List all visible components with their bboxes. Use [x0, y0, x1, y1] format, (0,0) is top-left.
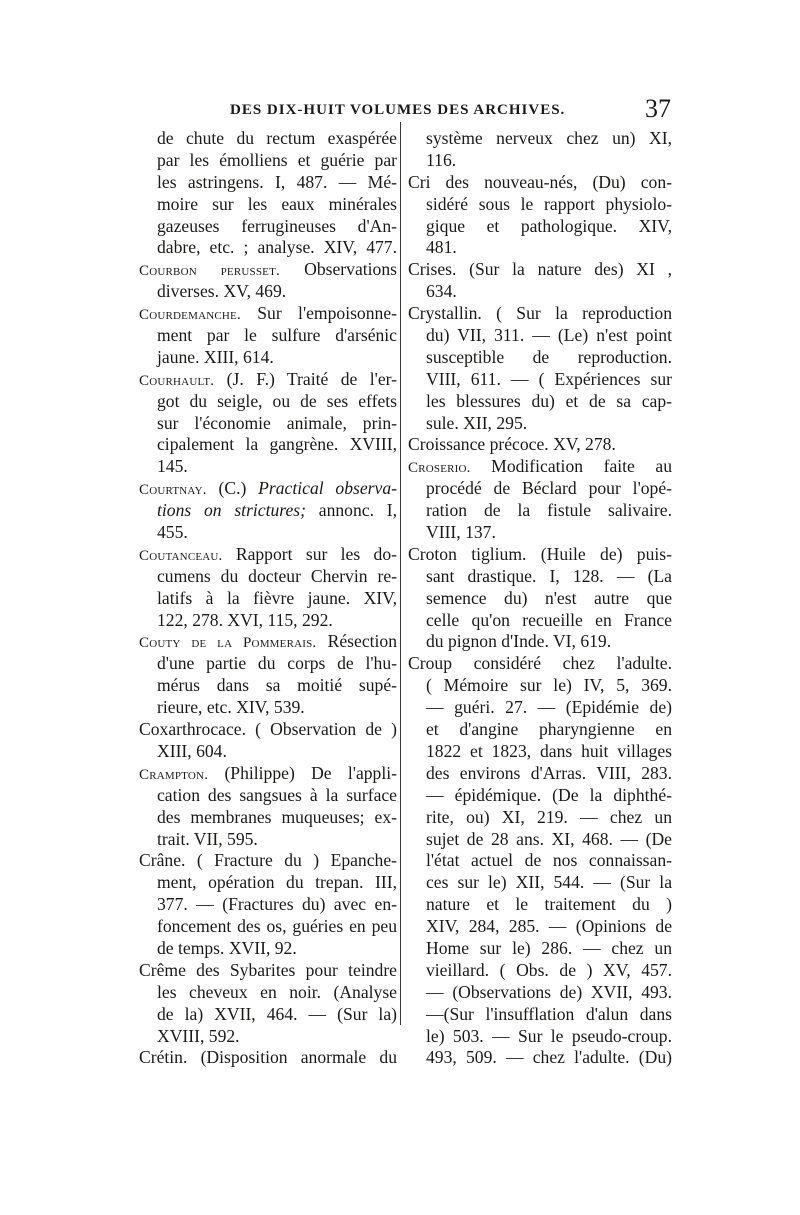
index-line	[139, 544, 397, 566]
index-line	[408, 522, 672, 544]
index-text: ment, opération du trepan. III,	[157, 872, 397, 893]
index-text: Crâne. ( Fracture du ) Epanche-	[139, 850, 397, 871]
index-heading-name: Croserio.	[408, 460, 471, 477]
index-line	[139, 522, 397, 544]
index-text: par les émolliens et guérie par	[157, 149, 397, 170]
column-divider	[400, 122, 401, 1025]
index-heading-name: Courhault.	[139, 372, 215, 389]
index-text: celle qu'on recueille en France	[426, 609, 672, 630]
index-line	[139, 850, 397, 872]
index-text: (J. F.) Traité de l'er-	[214, 368, 397, 389]
index-text: Crétin. (Disposition anormale du	[139, 1047, 397, 1068]
index-line	[139, 1026, 397, 1048]
index-line	[408, 259, 672, 281]
index-line	[139, 631, 397, 653]
index-text: d'une partie du corps de l'hu-	[157, 653, 397, 674]
index-text: 377. — (Fractures du) avec en-	[157, 894, 397, 915]
index-text: Modification faite au	[470, 456, 672, 477]
index-line	[139, 741, 397, 763]
index-text: XVIII, 592.	[157, 1025, 240, 1046]
index-line	[139, 610, 397, 632]
index-line	[139, 1047, 397, 1069]
index-line	[139, 829, 397, 851]
index-text: Observations	[279, 259, 397, 280]
index-text: et d'angine pharyngienne en	[426, 719, 672, 740]
index-line	[139, 982, 397, 1004]
index-text: foncement des os, guéries en peu	[157, 916, 397, 937]
index-text: du) VII, 311. — (Le) n'est point	[426, 325, 672, 346]
index-line	[139, 719, 397, 741]
index-line	[408, 172, 672, 194]
index-line	[408, 938, 672, 960]
index-text: Crises. (Sur la nature des) XI ,	[408, 259, 672, 280]
index-text: — guéri. 27. — (Epidémie de)	[426, 697, 672, 718]
index-text: cation des sangsues à la surface	[157, 784, 397, 805]
index-text: trait. VII, 595.	[157, 828, 258, 849]
index-line	[408, 631, 672, 653]
index-line	[139, 807, 397, 829]
index-heading-name: Couty de la Pommerais.	[139, 635, 317, 652]
index-text: ces sur le) XII, 544. — (Sur la	[426, 872, 672, 893]
index-text: sur l'économie animale, prin-	[157, 412, 397, 433]
index-line	[139, 588, 397, 610]
index-line	[408, 982, 672, 1004]
index-text: ( Mémoire sur le) IV, 5, 369.	[426, 675, 672, 696]
index-line	[408, 434, 672, 456]
index-text: Croissance précoce. XV, 278.	[408, 434, 616, 455]
index-line	[408, 588, 672, 610]
index-text: les astringens. I, 487. — Mé-	[157, 171, 397, 192]
index-text: — (Observations de) XVII, 493.	[426, 981, 672, 1002]
index-text: Sur l'empoisonne-	[240, 303, 397, 324]
index-line	[139, 325, 397, 347]
index-line	[139, 413, 397, 435]
index-text: sujet de 28 ans. XI, 468. — (De	[426, 828, 672, 849]
index-line	[139, 237, 397, 259]
index-text: (Philippe) De l'appli-	[208, 762, 397, 783]
index-text: XIII, 604.	[157, 740, 227, 761]
page-number: 37	[645, 94, 671, 123]
index-text: rite, ou) XI, 219. — chez un	[426, 806, 672, 827]
index-text: des membranes muqueuses; ex-	[157, 806, 397, 827]
index-line	[139, 916, 397, 938]
index-line	[139, 566, 397, 588]
index-text: VIII, 611. — ( Expériences sur	[426, 368, 672, 389]
index-text: Crême des Sybarites pour teindre	[139, 959, 397, 980]
index-heading-name: Courtnay.	[139, 482, 207, 499]
index-line	[139, 697, 397, 719]
index-line	[408, 413, 672, 435]
index-line	[139, 763, 397, 785]
index-line	[139, 938, 397, 960]
index-line	[139, 785, 397, 807]
index-line	[408, 544, 672, 566]
index-text: 481.	[426, 237, 457, 258]
index-line	[139, 150, 397, 172]
index-line	[408, 500, 672, 522]
index-line	[408, 850, 672, 872]
index-heading-name: Crampton.	[139, 766, 209, 783]
index-text: les blessures du) et de sa cap-	[426, 390, 672, 411]
index-line	[408, 960, 672, 982]
index-line	[408, 872, 672, 894]
index-line	[139, 259, 397, 281]
index-line	[408, 194, 672, 216]
index-line	[408, 697, 672, 719]
index-text: moire sur les eaux minérales	[157, 193, 397, 214]
index-text: gazeuses ferrugineuses d'An-	[157, 215, 397, 236]
index-heading-name: Courbon perusset.	[139, 263, 280, 280]
index-text: 493, 509. — chez l'adulte. (Du)	[426, 1047, 672, 1068]
index-text: cipalement la gangrène. XVIII,	[157, 434, 397, 455]
index-text: diverses. XV, 469.	[157, 281, 287, 302]
index-line	[408, 150, 672, 172]
index-line	[408, 281, 672, 303]
index-line	[408, 391, 672, 413]
index-text: 1822 et 1823, dans huit villages	[426, 740, 672, 761]
index-text: ration de la fistule salivaire.	[426, 500, 672, 521]
index-text: Practical observa-	[258, 478, 397, 499]
index-text: susceptible de reproduction.	[426, 346, 672, 367]
index-text: got du seigle, ou de ses effets	[157, 390, 397, 411]
index-line	[408, 916, 672, 938]
index-text: 455.	[157, 522, 188, 543]
index-line	[408, 653, 672, 675]
index-line	[139, 128, 397, 150]
index-text: 122, 278. XVI, 115, 292.	[157, 609, 333, 630]
index-text: dabre, etc. ; analyse. XIV, 477.	[157, 237, 397, 258]
index-text: Croup considéré chez l'adulte.	[408, 653, 672, 674]
index-line	[139, 478, 397, 500]
index-line	[139, 872, 397, 894]
index-text: vieillard. ( Obs. de ) XV, 457.	[426, 959, 672, 980]
index-line	[408, 610, 672, 632]
index-line	[408, 1004, 672, 1026]
running-head	[130, 94, 675, 128]
index-text: procédé de Béclard pour l'opé-	[426, 478, 672, 499]
index-text: Crystallin. ( Sur la reproduction	[408, 303, 672, 324]
index-line	[408, 369, 672, 391]
index-line	[139, 391, 397, 413]
left-column	[139, 128, 397, 1069]
index-text: sant drastique. I, 128. — (La	[426, 565, 672, 586]
right-column	[408, 128, 672, 1069]
index-line	[408, 829, 672, 851]
index-line	[408, 675, 672, 697]
index-line	[408, 741, 672, 763]
index-text: de la) XVII, 464. — (Sur la)	[157, 1003, 397, 1024]
index-text: —(Sur l'insufflation d'alun dans	[426, 1003, 672, 1024]
index-line	[139, 303, 397, 325]
index-text: de chute du rectum exaspérée	[157, 128, 397, 148]
index-line	[139, 500, 397, 522]
index-text: les cheveux en noir. (Analyse	[157, 981, 397, 1002]
index-text: annonc. I,	[306, 500, 398, 521]
index-text: Croton tiglium. (Huile de) puis-	[408, 543, 672, 564]
index-text: du pignon d'Inde. VI, 619.	[426, 631, 612, 652]
index-line	[139, 172, 397, 194]
index-text: le) 503. — Sur le pseudo-croup.	[426, 1025, 672, 1046]
index-line	[408, 807, 672, 829]
index-text: système nerveux chez un) XI,	[426, 128, 672, 148]
index-line	[408, 566, 672, 588]
index-text: Coxarthrocace. ( Observation de )	[139, 719, 397, 740]
index-line	[408, 1026, 672, 1048]
index-line	[408, 1047, 672, 1069]
index-text: 145.	[157, 456, 188, 477]
index-line	[408, 719, 672, 741]
index-text: XIV, 284, 285. — (Opinions de	[426, 916, 672, 937]
index-text: Home sur le) 286. — chez un	[426, 937, 672, 958]
index-text: l'état actuel de nos connaissan-	[426, 850, 672, 871]
index-text: mérus dans sa moitié supé-	[157, 675, 397, 696]
index-line	[139, 194, 397, 216]
index-text: sidéré sous le rapport physiolo-	[426, 193, 672, 214]
index-text: tions on strictures;	[157, 500, 307, 521]
index-text: semence du) n'est autre que	[426, 587, 672, 608]
index-line	[139, 216, 397, 238]
index-text: VIII, 137.	[426, 522, 496, 543]
index-text: gique et pathologique. XIV,	[426, 215, 672, 236]
index-line	[139, 434, 397, 456]
index-line	[408, 325, 672, 347]
index-line	[408, 456, 672, 478]
index-text: ment par le sulfure d'arsénic	[157, 325, 397, 346]
index-text: de temps. XVII, 92.	[157, 937, 297, 958]
index-line	[408, 216, 672, 238]
index-text: rieure, etc. XIV, 539.	[157, 697, 305, 718]
index-line	[139, 456, 397, 478]
index-line	[408, 347, 672, 369]
index-text: Rapport sur les do-	[222, 543, 397, 564]
index-text: des environs d'Arras. VIII, 283.	[426, 762, 672, 783]
index-line	[408, 894, 672, 916]
index-line	[139, 281, 397, 303]
index-text: Cri des nouveau-nés, (Du) con-	[408, 171, 672, 192]
index-text: 634.	[426, 281, 457, 302]
index-line	[139, 369, 397, 391]
index-line	[408, 303, 672, 325]
index-line	[408, 478, 672, 500]
index-text: jaune. XIII, 614.	[157, 346, 274, 367]
index-heading-name: Courdemanche.	[139, 307, 241, 324]
index-line	[408, 763, 672, 785]
index-text: latifs à la fièvre jaune. XIV,	[157, 587, 397, 608]
index-line	[139, 347, 397, 369]
index-text: sule. XII, 295.	[426, 412, 528, 433]
index-line	[139, 960, 397, 982]
running-title: DES DIX-HUIT VOLUMES DES ARCHIVES.	[230, 102, 566, 118]
index-line	[139, 894, 397, 916]
index-text: cumens du docteur Chervin re-	[157, 565, 397, 586]
index-text: — épidémique. (De la diphthé-	[426, 784, 672, 805]
index-line	[408, 237, 672, 259]
index-line	[139, 653, 397, 675]
index-text: nature et le traitement du )	[426, 894, 672, 915]
index-text: Résection	[316, 631, 397, 652]
index-line	[139, 675, 397, 697]
index-line	[139, 1004, 397, 1026]
index-line	[408, 128, 672, 150]
index-text: (C.)	[206, 478, 259, 499]
index-heading-name: Coutanceau.	[139, 547, 223, 564]
index-line	[408, 785, 672, 807]
index-text: 116.	[426, 149, 457, 170]
